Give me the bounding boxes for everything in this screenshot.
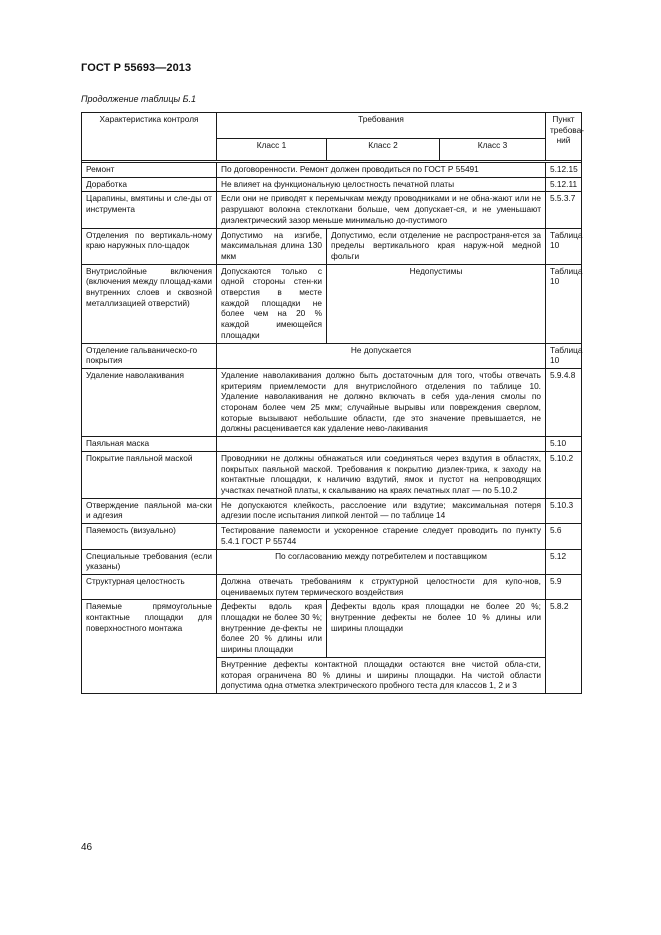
- item-cell: 5.8.2: [546, 600, 582, 694]
- requirement-cell: [217, 437, 546, 452]
- requirements-table: [81, 112, 582, 694]
- item-cell: 5.5.3.7: [546, 192, 582, 228]
- characteristic-cell: Специальные требования (если указаны): [82, 549, 217, 574]
- requirement-class1-cell: Допускаются только с одной стороны стен-ки отверстия в месте каждой площадки не более чем на 20 % каждой имеющейся площадки: [217, 264, 327, 343]
- requirement-cell: Не допускается: [217, 343, 546, 368]
- item-cell: 5.12.15: [546, 163, 582, 178]
- requirement-cell: Если они не приводят к перемычкам между проводниками и не обна-жают или не разрушают волокна стеклоткани больше, чем допускает-ся, и не уменьшают диэлектрический зазор меньше минимально до-пустимого: [217, 192, 546, 228]
- characteristic-cell: Отделение гальваническо-го покрытия: [82, 343, 217, 368]
- requirement-cell: Удаление наволакивания должно быть достаточным для того, чтобы отвечать критериям приемлемости для внутрислойного отделения по таблице 10. Удаление наволакивания не должно включать в себя уда-ления смолы по сторонам более чем 25 мкм; случайные вырывы или повреждения сверлом, которые вызывают небольшие области, где это значение превышается, не должны расценивается как удаление нево-лакивания: [217, 368, 546, 436]
- table-row: [82, 498, 582, 523]
- requirement-cell: Не допускаются клейкость, расслоение или вздутие; максимальная потеря адгезии после испытания липкой лентой — по таблице 14: [217, 498, 546, 523]
- table-row: [82, 524, 582, 549]
- characteristic-cell: Доработка: [82, 177, 217, 192]
- header-requirements: Требования: [217, 113, 546, 139]
- item-cell: 5.12: [546, 549, 582, 574]
- header-class-1: Класс 1: [217, 139, 327, 161]
- item-cell: Таблица 10: [546, 228, 582, 264]
- requirement-class23-cell: Дефекты вдоль края площадки не более 20 %; внутренние дефекты не более 10 % длины или ширины площадки: [327, 600, 546, 658]
- table-row: [82, 192, 582, 228]
- characteristic-cell: Царапины, вмятины и сле-ды от инструмента: [82, 192, 217, 228]
- table-row: [82, 451, 582, 498]
- requirement-cell: По согласованию между потребителем и поставщиком: [217, 549, 546, 574]
- table-row: [82, 343, 582, 368]
- characteristic-cell: Отверждение паяльной ма-ски и адгезия: [82, 498, 217, 523]
- header-class-3: Класс 3: [440, 139, 546, 161]
- item-cell: 5.6: [546, 524, 582, 549]
- characteristic-cell: Паяемые прямоугольные контактные площадки для поверхностного монтажа: [82, 600, 217, 694]
- header-item: Пункт требова-ний: [546, 113, 582, 161]
- table-row: [82, 574, 582, 599]
- item-cell: 5.10: [546, 437, 582, 452]
- requirement-class23-cell: Допустимо, если отделение не распространя-ется за пределы вертикального края наруж-ной медной фольги: [327, 228, 546, 264]
- item-cell: 5.9.4.8: [546, 368, 582, 436]
- requirement-cell: Проводники не должны обнажаться или соединяться через вздутия в областях, покрытых паяльной маской. Требования к покрытию диэлек-трика, к заходу на контактные площадки, к наличию вздутий, ямок и пустот на непроводящих участках печатной платы, к скалыванию на краях печатных плат — по 5.10.2: [217, 451, 546, 498]
- characteristic-cell: Удаление наволакивания: [82, 368, 217, 436]
- header-characteristic: Характеристика контроля: [82, 113, 217, 161]
- table-row: [82, 368, 582, 436]
- item-cell: Таблица 10: [546, 343, 582, 368]
- characteristic-cell: Структурная целостность: [82, 574, 217, 599]
- requirement-all-classes-cell: Внутренние дефекты контактной площадки остаются вне чистой обла-сти, которая ограничена 80 % длины и ширины площадки. На чистой области допустима одна отметка электрического пробного теста для классов 1, 2 и 3: [217, 657, 546, 693]
- characteristic-cell: Паяемость (визуально): [82, 524, 217, 549]
- characteristic-cell: Покрытие паяльной маской: [82, 451, 217, 498]
- item-cell: Таблица 10: [546, 264, 582, 343]
- table-caption: Продолжение таблицы Б.1: [81, 94, 197, 104]
- item-cell: 5.10.2: [546, 451, 582, 498]
- page-number: 46: [81, 842, 93, 853]
- table-row: [82, 163, 582, 178]
- characteristic-cell: Паяльная маска: [82, 437, 217, 452]
- requirement-cell: По договоренности. Ремонт должен проводиться по ГОСТ Р 55491: [217, 163, 546, 178]
- document-id: ГОСТ Р 55693—2013: [81, 62, 192, 74]
- requirement-class23-cell: Недопустимы: [327, 264, 546, 343]
- item-cell: 5.10.3: [546, 498, 582, 523]
- characteristic-cell: Ремонт: [82, 163, 217, 178]
- header-class-2: Класс 2: [327, 139, 440, 161]
- table-row: [82, 549, 582, 574]
- table-row: [82, 264, 582, 343]
- requirement-cell: Тестирование паяемости и ускоренное старение следует проводить по пункту 5.4.1 ГОСТ Р 55744: [217, 524, 546, 549]
- requirement-cell: Должна отвечать требованиям к структурной целостности для купо-нов, оцениваемых путем термического воздействия: [217, 574, 546, 599]
- characteristic-cell: Внутрислойные включения (включения между площад-ками внутренних слоев и сквозной металлизацией отверстий): [82, 264, 217, 343]
- table-row: [82, 600, 582, 658]
- table-row: [82, 177, 582, 192]
- requirement-cell: Не влияет на функциональную целостность печатной платы: [217, 177, 546, 192]
- characteristic-cell: Отделения по вертикаль-ному краю наружных пло-щадок: [82, 228, 217, 264]
- requirement-class1-cell: Дефекты вдоль края площадки не более 30 %; внутренние де-фекты не более 20 % длины или ширины площадки: [217, 600, 327, 658]
- item-cell: 5.12.11: [546, 177, 582, 192]
- table-row: [82, 437, 582, 452]
- table-row: [82, 228, 582, 264]
- item-cell: 5.9: [546, 574, 582, 599]
- requirement-class1-cell: Допустимо на изгибе, максимальная длина 130 мкм: [217, 228, 327, 264]
